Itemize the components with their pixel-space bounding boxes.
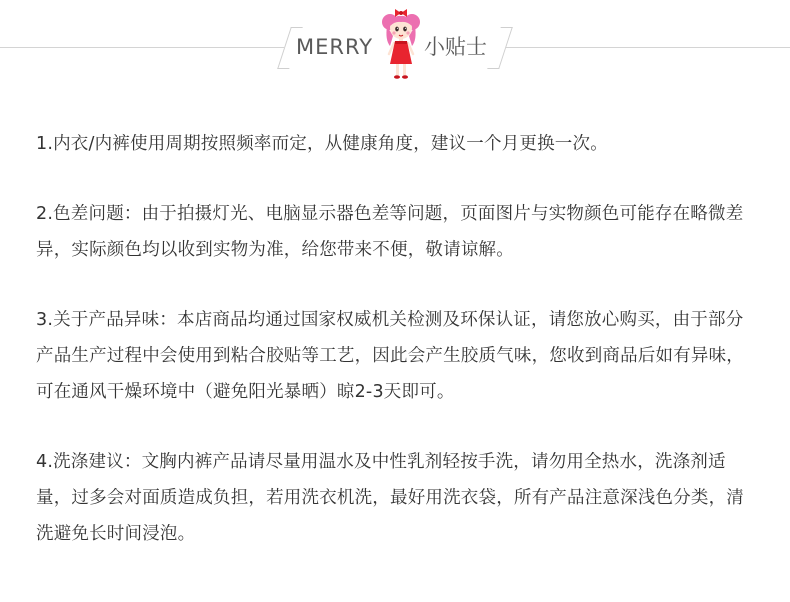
tip-item: 4.洗涤建议：文胸内裤产品请尽量用温水及中性乳剂轻按手洗，请勿用全热水，洗涤剂适量，过多会对面质造成负担，若用洗衣机洗，最好用洗衣袋，所有产品注意深浅色分类，清洗避免长时间浸泡。: [36, 452, 744, 544]
header-bracket-right: [487, 27, 513, 69]
tips-list: [36, 126, 760, 586]
header-rule-left: [0, 47, 284, 48]
girl-mascot-icon: [381, 6, 421, 82]
header-rule-right: [506, 47, 790, 48]
section-title: 小贴士: [424, 35, 487, 59]
tips-header: [0, 0, 790, 90]
brand-name: MERRY: [296, 35, 374, 59]
tip-item: 3.关于产品异味：本店商品均通过国家权威机关检测及环保认证，请您放心购买，由于部分产品生产过程中会使用到粘合胶贴等工艺，因此会产生胶质气味，您收到商品后如有异味，可在通风干燥环境中（避免阳光暴晒）晾2-3天即可。: [36, 310, 744, 402]
tip-item: 1.内衣/内裤使用周期按照频率而定，从健康角度，建议一个月更换一次。: [36, 134, 608, 154]
tip-item: 2.色差问题：由于拍摄灯光、电脑显示器色差等问题，页面图片与实物颜色可能存在略微差异，实际颜色均以收到实物为准，给您带来不便，敬请谅解。: [36, 204, 744, 260]
